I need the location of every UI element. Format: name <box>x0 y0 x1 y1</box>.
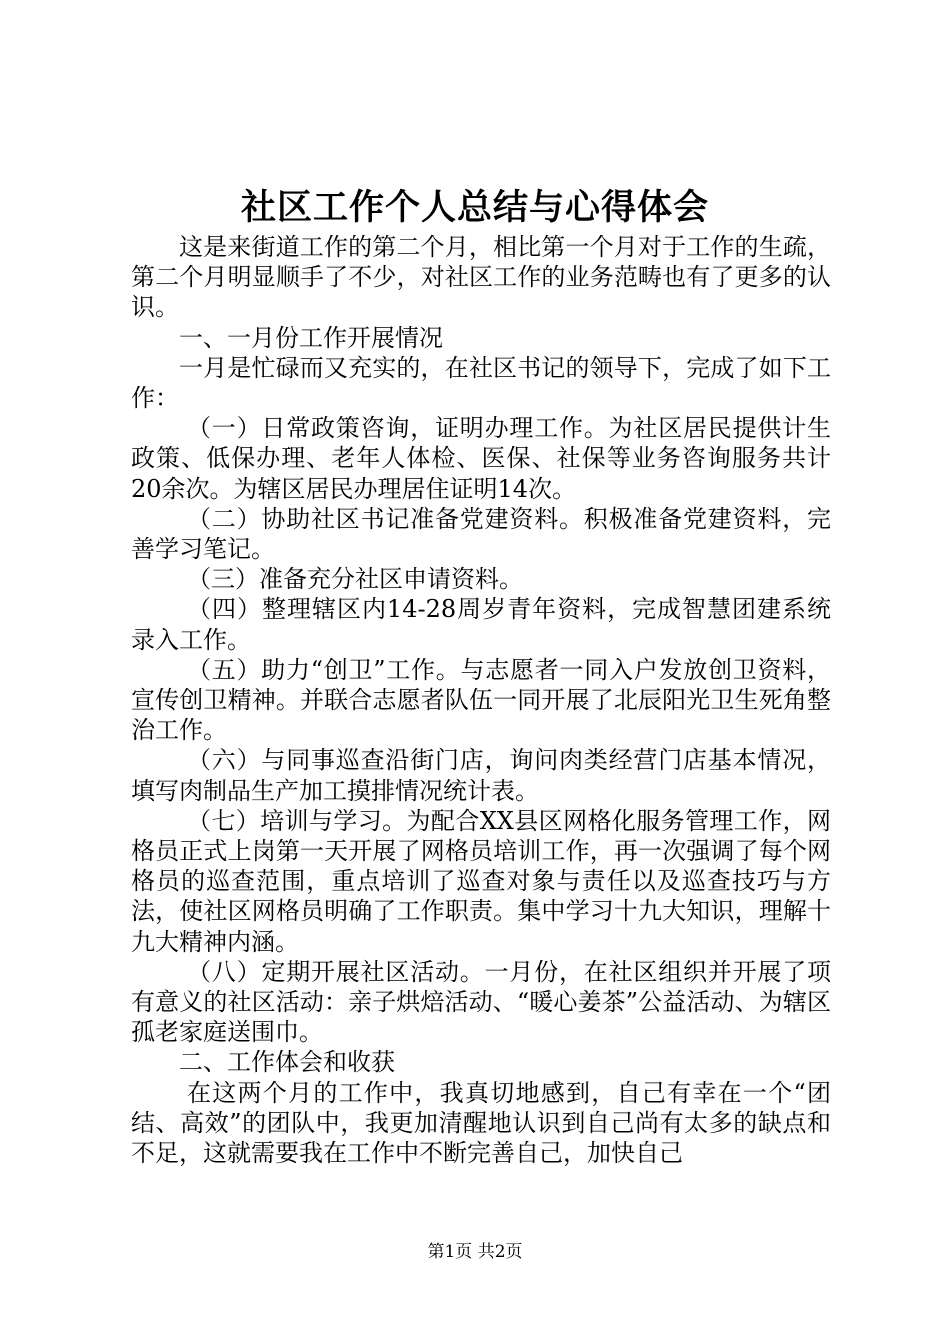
paragraph-intro: 这是来街道工作的第二个月，相比第一个月对于工作的生疏，第二个月明显顺手了不少，对社区工作的业务范畴也有了更多的认识。 <box>131 233 831 322</box>
list-item-6: （六）与同事巡查沿街门店，询问肉类经营门店基本情况，填写肉制品生产加工摸排情况统计表。 <box>131 746 831 805</box>
list-item-8: （八）定期开展社区活动。一月份，在社区组织并开展了项有意义的社区活动：亲子烘焙活动、“暖心姜茶”公益活动、为辖区孤老家庭送围巾。 <box>131 957 831 1047</box>
section-heading-1: 一、一月份工作开展情况 <box>179 323 443 352</box>
document-title: 社区工作个人总结与心得体会 <box>240 187 709 228</box>
document-body <box>131 232 831 1168</box>
paragraph-january: 一月是忙碌而又充实的，在社区书记的领导下，完成了如下工作： <box>131 353 831 413</box>
list-item-4: （四）整理辖区内14-28周岁青年资料，完成智慧团建系统录入工作。 <box>131 595 831 654</box>
list-item-2: （二）协助社区书记准备党建资料。积极准备党建资料，完善学习笔记。 <box>131 504 831 564</box>
paragraph-reflection: 在这两个月的工作中，我真切地感到，自己有幸在一个“团结、高效”的团队中，我更加清醒地认识到自己尚有太多的缺点和不足，这就需要我在工作中不断完善自己，加快自己 <box>131 1078 831 1168</box>
list-item-3: （三）准备充分社区申请资料。 <box>187 565 523 594</box>
list-item-5: （五）助力“创卫”工作。与志愿者一同入户发放创卫资料，宣传创卫精神。并联合志愿者队伍一同开展了北辰阳光卫生死角整治工作。 <box>131 655 831 745</box>
list-item-1: （一）日常政策咨询，证明办理工作。为社区居民提供计生政策、低保办理、老年人体检、医保、社保等业务咨询服务共计20余次。为辖区居民办理居住证明14次。 <box>131 414 831 503</box>
section-heading-2: 二、工作体会和收获 <box>179 1048 395 1077</box>
page-footer: 第1页 共2页 <box>427 1242 523 1262</box>
list-item-7: （七）培训与学习。为配合XX县区网格化服务管理工作，网格员正式上岗第一天开展了网格员培训工作，再一次强调了每个网格员的巡查范围，重点培训了巡查对象与责任以及巡查技巧与方法，使社区网格员明确了工作职责。集中学习十九大知识，理解十九大精神内涵。 <box>131 806 831 956</box>
